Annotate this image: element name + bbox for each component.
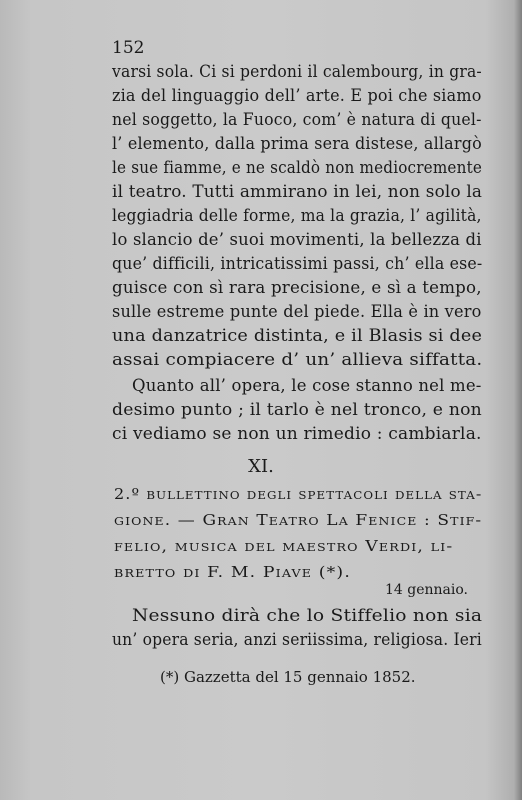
text-line: assai compiacere d’ un’ allieva siffatta. xyxy=(112,350,483,370)
text-line: nel soggetto, la Fuoco, com’ è natura di quel- xyxy=(112,110,482,130)
footnote: (*) Gazzetta del 15 gennaio 1852. xyxy=(160,668,416,686)
text-line: ci vediamo se non un rimedio : cambiarla. xyxy=(112,424,482,444)
text-line: zia del linguaggio dell’ arte. E poi che siamo xyxy=(112,86,482,106)
text-line: una danzatrice distinta, e il Blasis si dee xyxy=(112,326,483,346)
bulletin-line: 2.º bullettino degli spettacoli della sta- xyxy=(114,485,483,503)
text-line: un’ opera seria, anzi seriissima, religiosa. Ieri xyxy=(112,630,482,650)
bulletin-line: felio, musica del maestro Verdi, li- xyxy=(114,537,454,555)
text-line: varsi sola. Ci si perdoni il calembourg, in gra- xyxy=(112,62,482,82)
text-line: guisce con sì rara precisione, e sì a tempo, xyxy=(112,278,482,298)
text-line: il teatro. Tutti ammirano in lei, non solo la xyxy=(112,182,483,202)
date-line: 14 gennaio. xyxy=(385,582,469,598)
text-line: sulle estreme punte del piede. Ella è in vero xyxy=(112,302,482,322)
text-line: l’ elemento, dalla prima sera distese, allargò xyxy=(112,134,482,154)
text-line: lo slancio de’ suoi movimenti, la bellezza di xyxy=(112,230,482,250)
bulletin-line: bretto di F. M. Piave (*). xyxy=(114,563,351,581)
page-number: 152 xyxy=(112,38,145,58)
text-line: desimo punto ; il tarlo è nel tronco, e non xyxy=(112,400,482,420)
section-heading: XI. xyxy=(248,456,274,477)
bulletin-line: gione. — Gran Teatro La Fenice : Stif- xyxy=(114,511,483,529)
text-line: leggiadria delle forme, ma la grazia, l’ agilità, xyxy=(112,206,482,226)
text-line: le sue fiamme, e ne scaldò non mediocremente xyxy=(112,158,483,178)
text-line: Quanto all’ opera, le cose stanno nel me- xyxy=(132,376,482,396)
text-line: que’ difficili, intricatissimi passi, ch’ ella ese- xyxy=(112,254,483,274)
text-line: Nessuno dirà che lo Stiffelio non sia xyxy=(132,606,483,626)
